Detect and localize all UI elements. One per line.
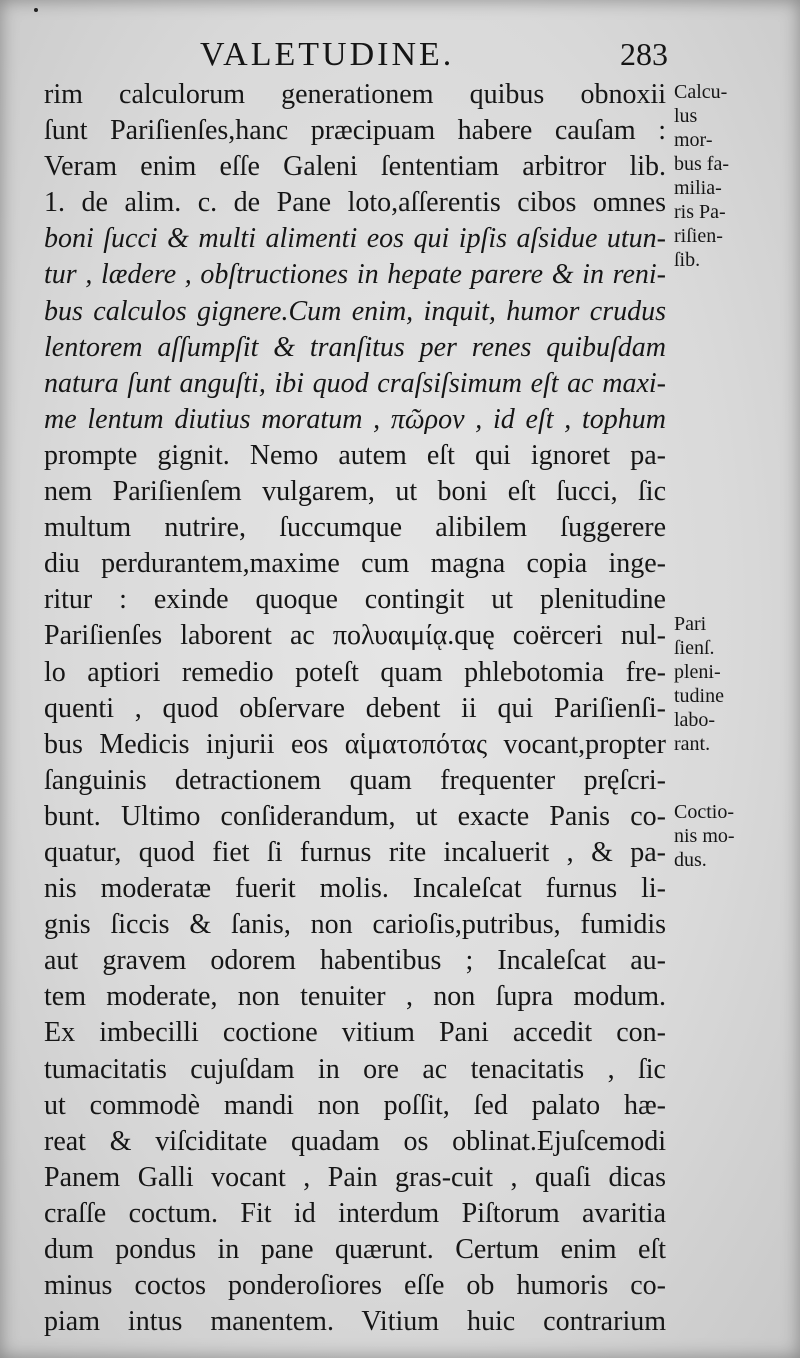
margin-note-line: bus fa- (674, 153, 729, 175)
text-line: dum pondus in pane quærunt. Certum enim eſt (44, 1234, 666, 1265)
text-line: nem Pariſienſem vulgarem, ut boni eſt ſucci, ſic (44, 476, 666, 508)
text-line: aut gravem odorem habentibus ; Incaleſcat au- (44, 945, 666, 977)
margin-note-line: lus (674, 105, 698, 127)
margin-note-plenitude (674, 612, 794, 756)
text-line: boni ſucci & multi alimenti eos qui ipſis aſsidue utun- (44, 223, 666, 255)
text-line: me lentum diutius moratum , πῶρον , id eſt , tophum (44, 403, 666, 435)
text-line: diu perdurantem,maxime cum magna copia inge- (44, 548, 666, 580)
text-line: reat & viſciditate quadam os oblinat.Ejuſcemodi (44, 1125, 666, 1157)
text-line: quatur, quod fiet ſi furnus rite incaluerit , & pa- (44, 836, 666, 868)
body-text (44, 77, 666, 1340)
running-head: VALETUDINE. (200, 36, 455, 73)
margin-note-line: milia- (674, 177, 722, 199)
margin-note-line: pleni- (674, 661, 721, 683)
text-line: Veram enim eſſe Galeni ſententiam arbitror lib. (44, 151, 666, 183)
text-line: natura ſunt anguſti, ibi quod craſsiſsimum eſt ac maxi- (44, 367, 666, 399)
margin-note-line: labo- (674, 709, 716, 731)
text-line: ſanguinis detractionem quam frequenter pręſcri- (44, 764, 666, 796)
page-number: 283 (620, 36, 668, 72)
margin-note-line: riſien- (674, 225, 723, 247)
text-line: ſunt Pariſienſes,hanc præcipuam habere cauſam : (44, 115, 666, 147)
page-header (0, 36, 800, 76)
text-line: craſſe coctum. Fit id interdum Piſtorum avaritia (44, 1197, 666, 1229)
text-line: piam intus manentem. Vitium huic contrarium (44, 1306, 666, 1338)
margin-note-coction (674, 800, 794, 872)
text-line: Ex imbecilli coctione vitium Pani accedit con- (44, 1017, 666, 1049)
margin-note-line: dus. (674, 849, 707, 871)
text-line: lo aptiori remedio poteſt quam phlebotomia fre- (44, 656, 666, 688)
margin-note-line: rant. (674, 733, 711, 755)
margin-note-line: ris Pa- (674, 201, 726, 223)
text-line: tem moderate, non tenuiter , non ſupra modum. (44, 981, 666, 1013)
margin-note-line: mor- (674, 129, 713, 151)
text-line: Pariſienſes laborent ac πολυαιμίᾳ.quę coërceri nul- (44, 620, 666, 652)
text-line: ut commodè mandi non poſſit, ſed palato hæ- (44, 1089, 666, 1121)
text-line: bus calculos gignere.Cum enim, inquit, humor crudus (44, 295, 666, 327)
text-line: 1. de alim. c. de Pane loto,aſſerentis cibos omnes (44, 187, 666, 219)
margin-note-line: Calcu- (674, 81, 728, 103)
margin-note-line: nis mo- (674, 825, 735, 847)
text-line: rim calculorum generationem quibus obnoxii (44, 79, 666, 110)
margin-note-line: tudine (674, 685, 724, 707)
text-line: tumacitatis cujuſdam in ore ac tenacitatis , ſic (44, 1053, 666, 1085)
text-line: bus Medicis injurii eos αἱματοπότας vocant,propter (44, 728, 666, 760)
text-line: tur , lædere , obſtructiones in hepate parere & in reni- (44, 259, 666, 291)
text-line: multum nutrire, ſuccumque alibilem ſuggerere (44, 512, 666, 544)
margin-note-line: ſienſ. (674, 637, 715, 659)
margin-note-line: ſib. (674, 249, 701, 271)
text-line: quenti , quod obſervare debent ii qui Pariſienſi- (44, 692, 666, 724)
text-line: Panem Galli vocant , Pain gras-cuit , quaſi dicas (44, 1161, 666, 1193)
text-line: nis moderatæ fuerit molis. Incaleſcat furnus li- (44, 873, 666, 905)
text-line: ritur : exinde quoque contingit ut plenitudine (44, 584, 666, 616)
text-line: prompte gignit. Nemo autem eſt qui ignoret pa- (44, 439, 666, 471)
margin-note-calculus (674, 80, 794, 272)
text-line: lentorem aſſumpſit & tranſitus per renes quibuſdam (44, 331, 666, 363)
text-line: bunt. Ultimo conſiderandum, ut exacte Panis co- (44, 800, 666, 832)
text-line: gnis ſiccis & ſanis, non carioſis,putribus, fumidis (44, 909, 666, 941)
margin-note-line: Coctio- (674, 801, 734, 823)
margin-note-line: Pari (674, 613, 707, 635)
text-line: minus coctos ponderoſiores eſſe ob humoris co- (44, 1270, 666, 1302)
ink-speck (34, 8, 38, 12)
